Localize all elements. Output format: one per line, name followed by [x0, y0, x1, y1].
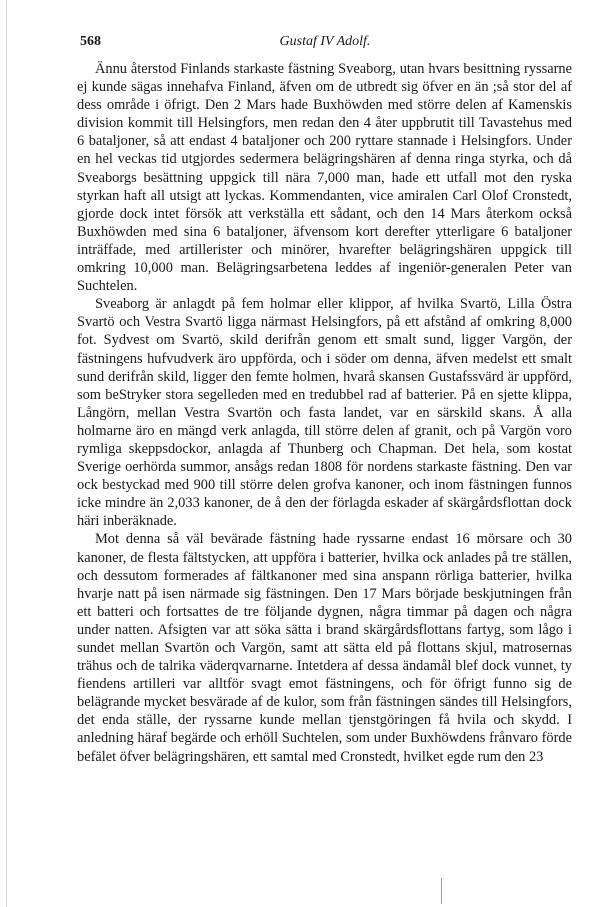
page-number: 568 [80, 34, 101, 49]
paragraph-2: Sveaborg är anlagdt på fem holmar eller klippor, af hvilka Svartö, Lilla Östra Svartö och Vestra Svartö ligga närmast Helsingfors, på ett afstånd af omkring 8,000 fot. Sydvest om Svartö, skild derifrån genom ett smalt sund, ligger Vargön, der fästningens hufvudverk äro uppförda, och i söder om denna, äfven medelst ett smalt sund derifrån skild, ligger den femte holmen, hvarå skansen Gustafssvärd är uppförd, som beStryker stora segelleden med en tredubbel rad af batterier. På en sjette klippa, Långörn, mellan Vestra Svartön och fasta landet, var en särskild skans. Å alla holmarne äro en mängd verk anlagda, till större delen af granit, och på Vargön voro rymliga skeppsdockor, anlagda af Thunberg och Chapman. Det hela, som kostat Sverige oerhörda summor, ansågs redan 1808 för nordens starkaste fästning. Den var ock bestyckad med 900 till större delen grofva kanoner, och inom fästningen funnos icke mindre än 2,033 kanoner, de å den der förlagda eskader af skärgårdsflottan dock häri inberäknade. [77, 296, 572, 530]
paragraph-3: Mot denna så väl bevärade fästning hade ryssarne endast 16 mörsare och 30 kanoner, de flesta fältstycken, att uppföra i batterier, hvilka ock anlades på tre ställen, och dessutom formerades af fältkanoner med sina anspann rörliga batterier, hvilka hvarje natt på isen närmade sig fästningen. Den 17 Mars började beskjutningen från ett batteri och fortsattes de tre följande dygnen, några timmar på dagen och några under natten. Afsigten var att söka sätta i brand skärgårdsflottans fartyg, som lågo i sundet mellan Svartön och Vargön, samt att sätta eld på flottans skjul, matrosernas trähus och de talrika väderqvarnarne. Intetdera af dessa ändamål blef dock vunnet, ty fiendens artilleri var alltför svagt emot fästningens, och för öfrigt funno sig de belägrande mycket besvärade af de kulor, som från fästningen sändes till Helsingfors, det enda ställe, der ryssarne kunde mellan tjenstgöringen få hvila och skydd. I anledning häraf begärde och erhöll Suchtelen, som under Buxhöwdens frånvaro förde befälet öfver belägringshären, ett samtal med Cronstedt, hvilket egde rum den 23 [77, 531, 572, 765]
scan-mark [441, 878, 442, 904]
paragraph-1: Ännu återstod Finlands starkaste fästning Sveaborg, utan hvars besittning ryssarne ej kunde sägas innehafva Finland, äfven om de utbredt sig öfver en än ;så stor del af dess område i öfrigt. Den 2 Mars hade Buxhöwden med större delen af Kamenskis division kommit till Helsingfors, men redan den 4 åter uppbrutit till Tavastehus med 6 bataljoner, så att endast 4 bataljoner och 200 ryttare stannade i Helsingfors. Under en hel veckas tid utgjordes sedermera belägringshären af denna ringa styrka, och då Sveaborgs besättning uppgick till nära 7,000 man, hade ett utfall mot den ryska styrkan haft all utsigt att lyckas. Kommendanten, vice amiralen Carl Olof Cronstedt, gjorde dock intet försök att verkställa ett sådant, och den 14 Mars återkom också Buxhöwden med sina 6 bataljoner, äfvensom kort derefter ytterligare 6 bataljoner inträffade, med artillerister och minörer, hvarefter belägringshären uppgick till omkring 10,000 man. Belägringsarbetena leddes af ingeniör-generalen Peter van Suchtelen. [77, 61, 572, 295]
running-title: Gustaf IV Adolf. [279, 34, 371, 49]
running-head [80, 34, 570, 54]
body-text [77, 60, 572, 766]
scan-edge-line [6, 0, 7, 907]
